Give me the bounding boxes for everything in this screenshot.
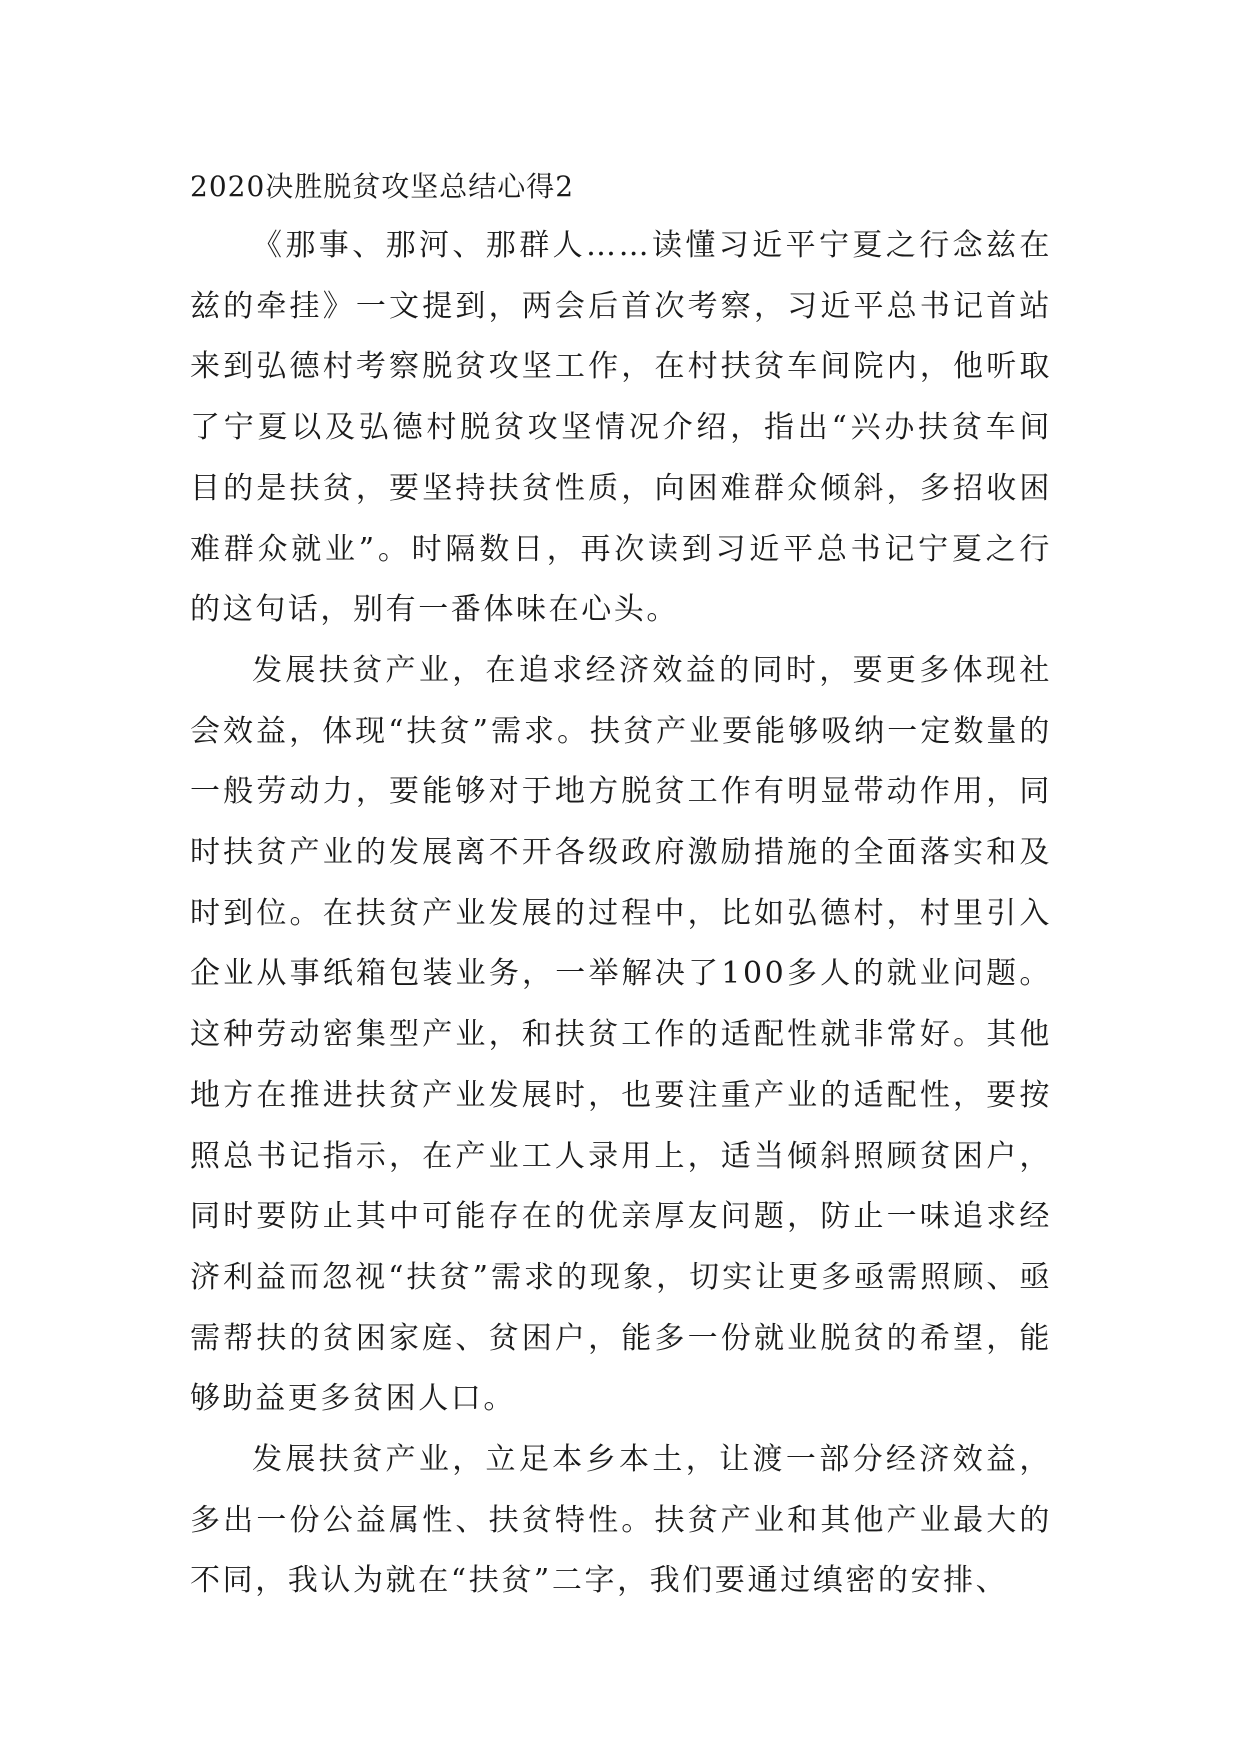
document-title: 2020决胜脱贫攻坚总结心得2 (190, 170, 575, 203)
document-body (190, 158, 1052, 1612)
paragraph-3: 发展扶贫产业，立足本乡本土，让渡一部分经济效益，多出一份公益属性、扶贫特性。扶贫产业和其他产业最大的不同，我认为就在“扶贫”二字，我们要通过缜密的安排、 (190, 1442, 1052, 1599)
paragraph-1: 《那事、那河、那群人……读懂习近平宁夏之行念兹在兹的牵挂》一文提到，两会后首次考察，习近平总书记首站来到弘德村考察脱贫攻坚工作，在村扶贫车间院内，他听取了宁夏以及弘德村脱贫攻坚情况介绍，指出“兴办扶贫车间目的是扶贫，要坚持扶贫性质，向困难群众倾斜，多招收困难群众就业”。时隔数日，再次读到习近平总书记宁夏之行的这句话，别有一番体味在心头。 (190, 228, 1052, 628)
paragraph-2: 发展扶贫产业，在追求经济效益的同时，要更多体现社会效益，体现“扶贫”需求。扶贫产业要能够吸纳一定数量的一般劳动力，要能够对于地方脱贫工作有明显带动作用，同时扶贫产业的发展离不开各级政府激励措施的全面落实和及时到位。在扶贫产业发展的过程中，比如弘德村，村里引入企业从事纸箱包装业务，一举解决了100多人的就业问题。这种劳动密集型产业，和扶贫工作的适配性就非常好。其他地方在推进扶贫产业发展时，也要注重产业的适配性，要按照总书记指示，在产业工人录用上，适当倾斜照顾贫困户，同时要防止其中可能存在的优亲厚友问题，防止一味追求经济利益而忽视“扶贫”需求的现象，切实让更多亟需照顾、亟需帮扶的贫困家庭、贫困户，能多一份就业脱贫的希望，能够助益更多贫困人口。 (190, 652, 1052, 1417)
